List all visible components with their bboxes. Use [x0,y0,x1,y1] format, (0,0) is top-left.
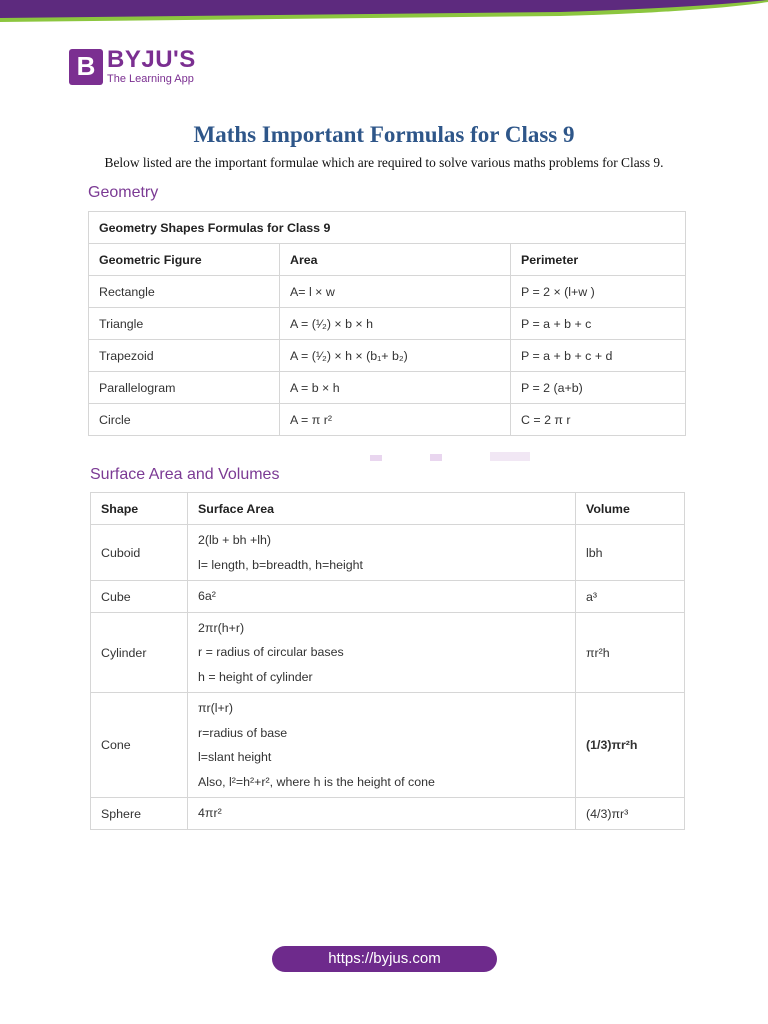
volume-cell: a³ [576,581,685,613]
surface-area-cell [188,693,576,798]
table-caption: Geometry Shapes Formulas for Class 9 [89,212,686,244]
website-link[interactable]: https://byjus.com [272,946,497,972]
perimeter-cell: P = a + b + c [511,308,686,340]
figure-cell: Triangle [89,308,280,340]
table-row [91,798,685,830]
table-caption-row [89,212,686,244]
geometry-heading: Geometry [88,184,159,201]
area-cell: A = (¹⁄₂) × b × h [280,308,511,340]
logo-tagline: The Learning App [107,73,194,85]
table-row [89,372,686,404]
column-header: Perimeter [511,244,686,276]
table-row [91,525,685,581]
table-row [89,308,686,340]
surface-area-cell [188,581,576,613]
formula-line: 2(lb + bh +lh) [198,533,272,547]
byjus-logo[interactable] [69,48,196,85]
table-row [91,581,685,613]
volume-cell: πr²h [576,613,685,693]
formula-line: 6a² [198,589,216,604]
shape-cell: Cuboid [91,525,188,581]
surface-area-volumes-heading: Surface Area and Volumes [90,466,280,483]
column-header: Geometric Figure [89,244,280,276]
formula-line: l= length, b=breadth, h=height [198,557,363,572]
top-decorative-band [0,0,768,30]
column-header: Shape [91,493,188,525]
logo-icon: B [69,49,103,85]
perimeter-cell: C = 2 π r [511,404,686,436]
volume-cell: lbh [576,525,685,581]
intro-text: Below listed are the important formulae which are required to solve various maths problems for Class 9. [104,155,664,170]
column-header: Area [280,244,511,276]
formula-line: πr(l+r) [198,701,234,715]
volume-cell: (1/3)πr²h [576,693,685,798]
figure-cell: Circle [89,404,280,436]
logo-name: BYJU'S [107,46,196,73]
formula-line: h = height of cylinder [198,669,313,684]
perimeter-cell: P = 2 × (l+w ) [511,276,686,308]
surface-area-volumes-table [90,492,685,830]
area-cell: A = (¹⁄₂) × h × (b₁+ b₂) [280,340,511,372]
shape-cell: Sphere [91,798,188,830]
area-cell: A = b × h [280,372,511,404]
table-header-row [89,244,686,276]
shape-cell: Cube [91,581,188,613]
formula-line: r=radius of base [198,725,288,740]
table-row [91,693,685,798]
column-header: Surface Area [188,493,576,525]
surface-area-cell [188,525,576,581]
perimeter-cell: P = a + b + c + d [511,340,686,372]
page-title: Maths Important Formulas for Class 9 [193,122,575,147]
table-row [89,404,686,436]
table-row [89,276,686,308]
surface-area-cell [188,798,576,830]
figure-cell: Parallelogram [89,372,280,404]
formula-line: 2πr(h+r) [198,620,245,635]
surface-area-cell [188,613,576,693]
formula-line: l=slant height [198,750,272,764]
figure-cell: Rectangle [89,276,280,308]
shape-cell: Cylinder [91,613,188,693]
figure-cell: Trapezoid [89,340,280,372]
formula-line: r = radius of circular bases [198,645,344,660]
volume-cell: (4/3)πr³ [576,798,685,830]
formula-line: 4πr² [198,806,222,821]
faded-watermark [370,450,540,464]
perimeter-cell: P = 2 (a+b) [511,372,686,404]
formula-line: Also, l²=h²+r², where h is the height of cone [198,774,435,789]
area-cell: A = π r² [280,404,511,436]
area-cell: A= l × w [280,276,511,308]
table-row [91,613,685,693]
shape-cell: Cone [91,693,188,798]
geometry-formulas-table [88,211,686,436]
table-header-row [91,493,685,525]
column-header: Volume [576,493,685,525]
table-row [89,340,686,372]
